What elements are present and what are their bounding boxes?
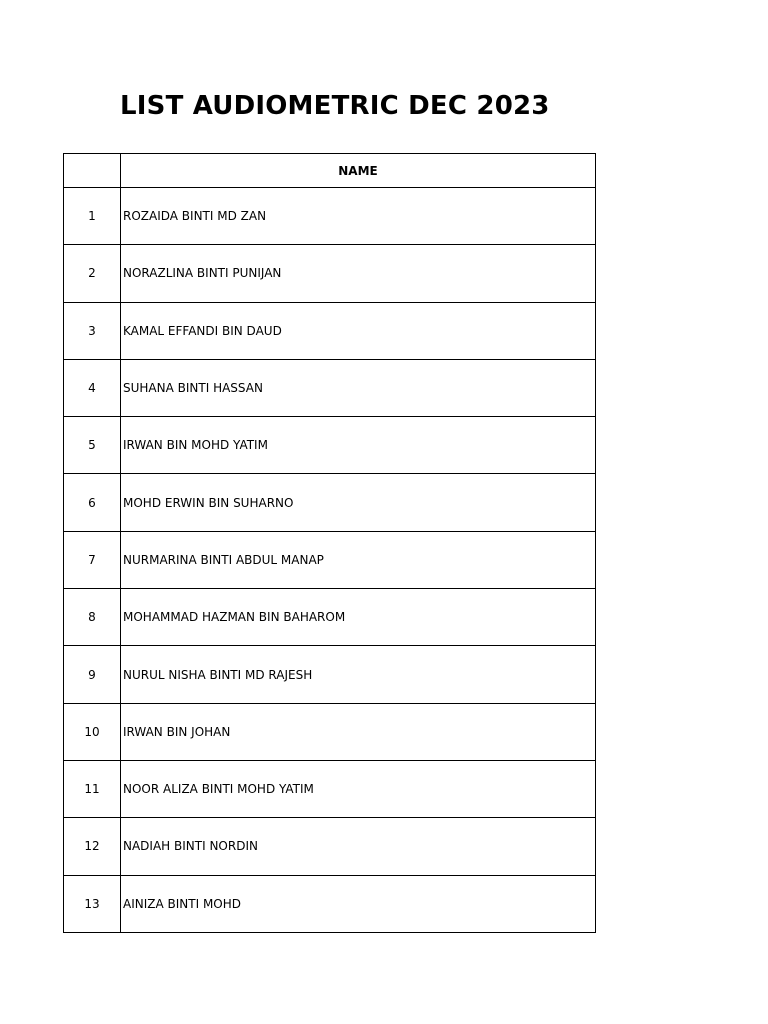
row-name: MOHAMMAD HAZMAN BIN BAHAROM xyxy=(121,589,596,646)
row-name: NADIAH BINTI NORDIN xyxy=(121,818,596,875)
row-number: 13 xyxy=(64,875,121,932)
row-number: 6 xyxy=(64,474,121,531)
row-name: IRWAN BIN JOHAN xyxy=(121,703,596,760)
column-header-name: NAME xyxy=(121,154,596,188)
row-number: 8 xyxy=(64,589,121,646)
row-number: 5 xyxy=(64,417,121,474)
row-name: MOHD ERWIN BIN SUHARNO xyxy=(121,474,596,531)
row-name: KAMAL EFFANDI BIN DAUD xyxy=(121,302,596,359)
row-name: SUHANA BINTI HASSAN xyxy=(121,359,596,416)
row-name: AINIZA BINTI MOHD xyxy=(121,875,596,932)
row-name: IRWAN BIN MOHD YATIM xyxy=(121,417,596,474)
row-number: 7 xyxy=(64,531,121,588)
table-row xyxy=(64,760,596,817)
name-list-table xyxy=(63,153,596,933)
table-row xyxy=(64,531,596,588)
table-row xyxy=(64,302,596,359)
row-name: ROZAIDA BINTI MD ZAN xyxy=(121,188,596,245)
row-number: 3 xyxy=(64,302,121,359)
row-number: 10 xyxy=(64,703,121,760)
row-name: NURUL NISHA BINTI MD RAJESH xyxy=(121,646,596,703)
row-number: 11 xyxy=(64,760,121,817)
row-name: NOOR ALIZA BINTI MOHD YATIM xyxy=(121,760,596,817)
row-name: NORAZLINA BINTI PUNIJAN xyxy=(121,245,596,302)
table-row xyxy=(64,245,596,302)
table-row xyxy=(64,188,596,245)
row-name: NURMARINA BINTI ABDUL MANAP xyxy=(121,531,596,588)
table-row xyxy=(64,646,596,703)
table-header-row xyxy=(64,154,596,188)
table-row xyxy=(64,474,596,531)
table-row xyxy=(64,359,596,416)
table-row xyxy=(64,417,596,474)
table-row xyxy=(64,818,596,875)
row-number: 4 xyxy=(64,359,121,416)
row-number: 9 xyxy=(64,646,121,703)
column-header-number xyxy=(64,154,121,188)
row-number: 12 xyxy=(64,818,121,875)
page-title: LIST AUDIOMETRIC DEC 2023 xyxy=(120,91,550,121)
table-row xyxy=(64,703,596,760)
table-row xyxy=(64,589,596,646)
row-number: 1 xyxy=(64,188,121,245)
row-number: 2 xyxy=(64,245,121,302)
table-row xyxy=(64,875,596,932)
